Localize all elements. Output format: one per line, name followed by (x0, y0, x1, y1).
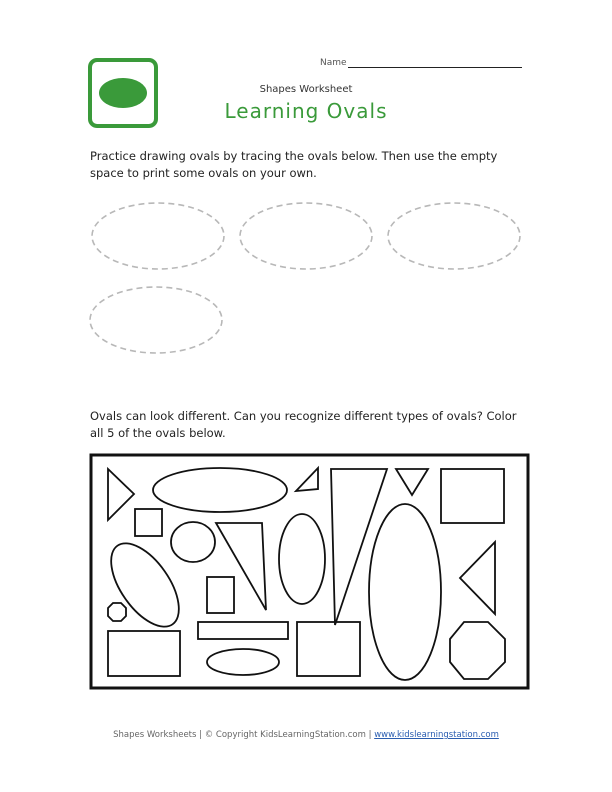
octagon-shape[interactable] (450, 622, 505, 679)
triangle-shape[interactable] (296, 468, 318, 491)
oval-shape[interactable] (279, 514, 325, 604)
footer-copyright: © Copyright KidsLearningStation.com (204, 730, 366, 740)
oval-shape[interactable] (207, 649, 279, 675)
triangle-shape[interactable] (396, 469, 428, 495)
triangle-shape[interactable] (460, 542, 495, 614)
footer (0, 730, 612, 740)
shapes-group (98, 468, 505, 680)
tracing-oval[interactable] (90, 287, 222, 353)
footer-shapes-worksheets[interactable]: Shapes Worksheets (113, 730, 197, 740)
oval-shape[interactable] (369, 504, 441, 680)
square-shape[interactable] (297, 622, 360, 676)
tracing-oval[interactable] (92, 203, 224, 269)
rectangle-shape[interactable] (207, 577, 234, 613)
trace-instructions: Practice drawing ovals by tracing the ovals below. Then use the empty space to print some ovals on your own. (90, 149, 498, 180)
square-shape[interactable] (135, 509, 162, 536)
tracing-oval[interactable] (240, 203, 372, 269)
footer-separator: | (196, 730, 205, 740)
worksheet-subtitle: Shapes Worksheet (259, 84, 353, 95)
triangle-shape[interactable] (331, 469, 387, 625)
oval-shape[interactable] (153, 468, 287, 512)
name-label: Name (320, 58, 347, 68)
footer-website-link[interactable]: www.kidslearningstation.com (374, 730, 499, 740)
tracing-ovals (90, 203, 520, 353)
square-shape[interactable] (441, 469, 504, 523)
color-instructions: Ovals can look different. Can you recognize different types of ovals? Color all 5 of the ovals below. (90, 409, 517, 440)
oval-shape[interactable] (98, 532, 192, 638)
octagon-shape[interactable] (108, 603, 126, 621)
page-title: Learning Ovals (224, 99, 388, 123)
rectangle-shape[interactable] (198, 622, 288, 639)
footer-separator: | (365, 730, 375, 740)
triangle-shape[interactable] (216, 523, 266, 610)
tracing-oval[interactable] (388, 203, 520, 269)
oval-shape[interactable] (171, 522, 215, 562)
rectangle-shape[interactable] (108, 631, 180, 676)
triangle-shape[interactable] (108, 469, 134, 520)
